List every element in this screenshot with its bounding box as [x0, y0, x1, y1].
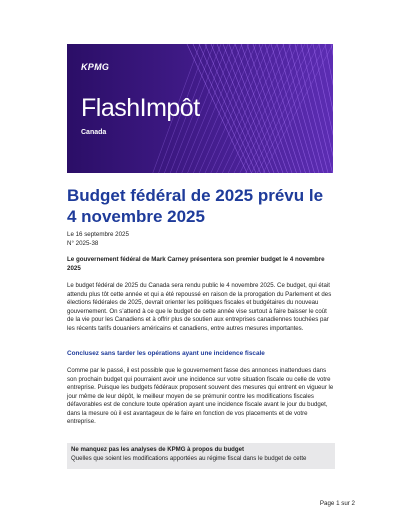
article-heading: Budget fédéral de 2025 prévu le 4 novembre 2025: [67, 186, 324, 226]
article-number: N° 2025-38: [67, 239, 99, 247]
article-date: Le 16 septembre 2025: [67, 231, 129, 238]
callout-title: Ne manquez pas les analyses de KPMG à propos du budget: [71, 446, 245, 453]
article-meta: [67, 231, 129, 248]
callout-box: [67, 443, 335, 469]
paragraph-intro: Le budget fédéral de 2025 du Canada sera rendu public le 4 novembre 2025. Ce budget, qui était attendu plus tôt cette année et qui a été repoussé en raison de la prorogation du Parlement et des élections fédérales de 2025, devrait orienter les politiques fiscales et budgétaires du nouveau gouvernement. On s’attend à ce que le budget de cette année vise surtout à faire baisser le coût de la vie pour les Canadiens et à offrir plus de soutien aux entreprises canadiennes touchées par les récents tarifs douaniers américains et canadiens, entre autres mesures importantes.: [67, 282, 332, 332]
page-number: Page 1 sur 2: [319, 500, 355, 507]
section-subheading: Conclusez sans tarder les opérations ayant une incidence fiscale: [67, 350, 265, 357]
kpmg-logo: KPMG: [81, 62, 110, 72]
publication-title: FlashImpôt: [81, 94, 200, 122]
callout-text: Quelles que soient les modifications apportées au régime fiscal dans le budget de cette: [71, 455, 307, 462]
lead-paragraph: Le gouvernement fédéral de Mark Carney présentera son premier budget le 4 novembre 2025: [67, 256, 325, 272]
publication-country: Canada: [81, 129, 107, 136]
paragraph-operations: Comme par le passé, il est possible que le gouvernement fasse des annonces inattendues dans son prochain budget qui pourraient avoir une incidence sur votre situation fiscale ou celle de votre entreprise. Puisque les budgets fédéraux proposent souvent des mesures qui entrent en vigueur le jour même de leur dépôt, le meilleur moyen de se prémunir contre les modifications fiscales défavorables est de conclure toute opération ayant une incidence fiscale avant le jour du budget, dans la mesure où il est avantageux de le faire en fonction de vos placements et de votre entreprise.: [67, 367, 334, 425]
flashimpot-banner: [67, 44, 333, 173]
